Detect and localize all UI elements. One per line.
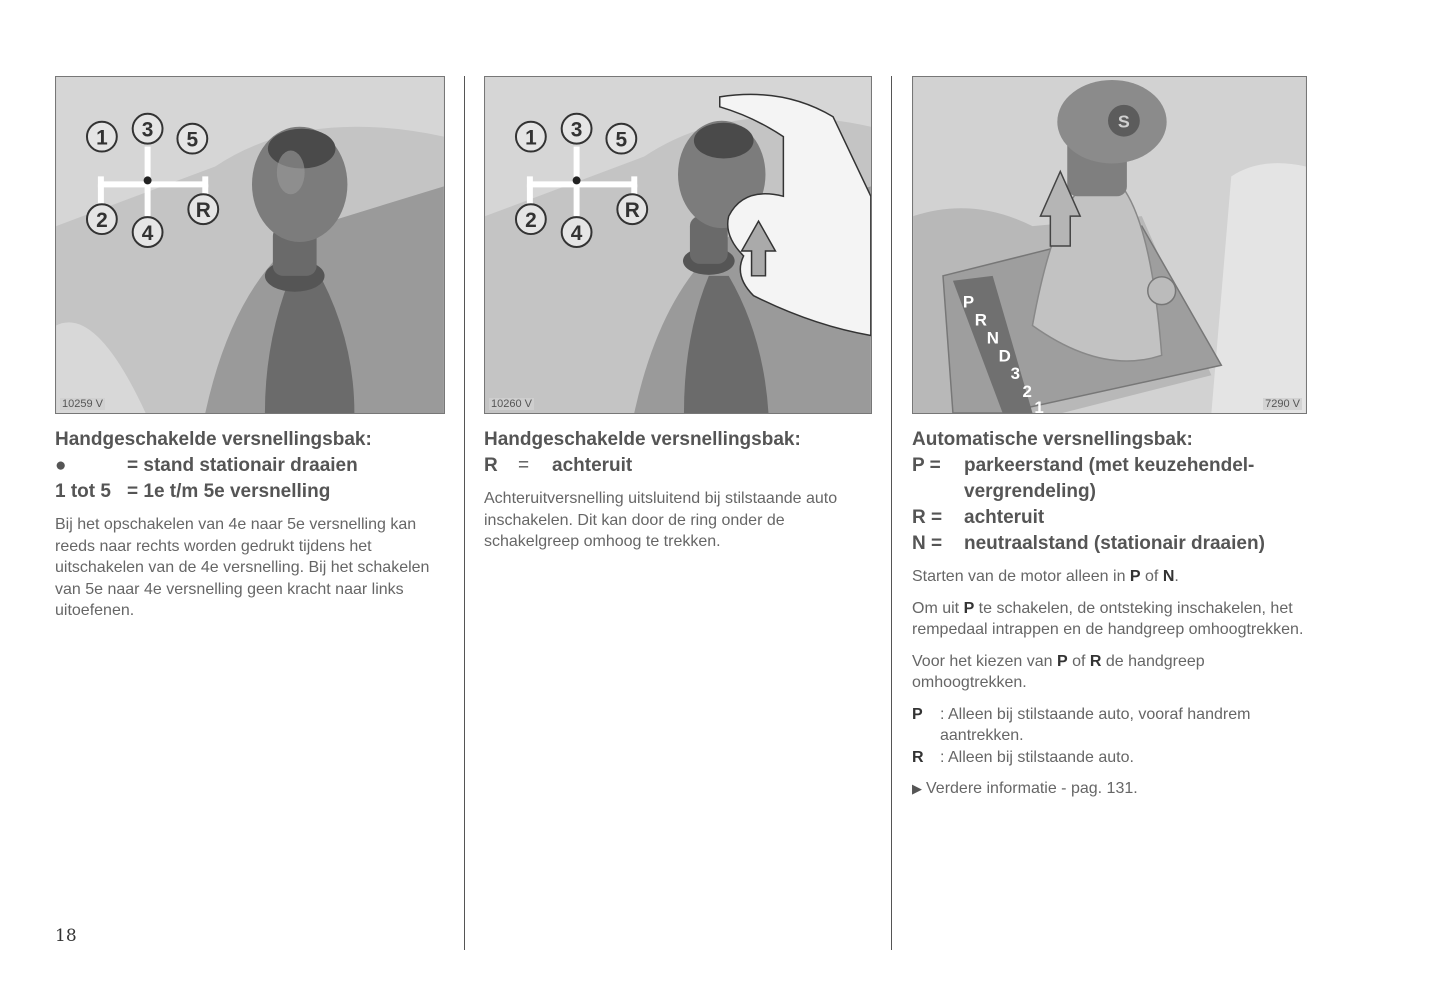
selector-position-label: N: [986, 328, 999, 348]
gate-label: 5: [186, 128, 199, 152]
note-key: [912, 704, 940, 747]
definition-value: = 1e t/m 5e versnelling: [127, 481, 331, 502]
definition-equals: =: [518, 455, 530, 476]
note-key: [912, 747, 940, 769]
definition-key: N =: [912, 533, 943, 554]
column-divider: [891, 76, 892, 950]
gate-label: 3: [141, 118, 154, 142]
note-item: [912, 747, 1307, 769]
body-paragraph: Bij het opschakelen van 4e naar 5e versnelling kan reeds naar rechts worden gedrukt tijdens het uitschakelen van de 4e versnelling. Bij het schakelen van 5e naar 4e versnelling geen kracht naar links uitoefenen.: [55, 516, 430, 619]
body-paragraph: [912, 651, 1307, 694]
definition-row: [55, 453, 445, 479]
section-heading: Handgeschakelde versnellingsbak:: [484, 429, 801, 450]
gate-label: 5: [615, 128, 628, 152]
selector-position-label: 3: [1010, 364, 1020, 384]
body-paragraph: [912, 598, 1307, 641]
figure-number: 10259 V: [62, 398, 103, 410]
selector-position-label: 1: [1034, 398, 1044, 413]
text-run: Voor het kiezen van: [912, 652, 1057, 670]
definition-key: R: [484, 455, 498, 476]
figure-automatic-selector: [912, 76, 1307, 414]
gate-label: 2: [96, 209, 108, 233]
definition-row: [912, 453, 1307, 505]
definition-row: [55, 479, 445, 505]
selector-position-label: P: [962, 292, 975, 312]
snowflake-icon: [1148, 277, 1176, 305]
note-key-text: P: [912, 705, 923, 723]
definition-row: [912, 531, 1307, 557]
body-paragraph: Achteruitversnelling uitsluitend bij stilstaande auto inschakelen. Dit kan door de ring onder de schakelgreep omhoog te trekken.: [484, 490, 838, 550]
gate-label: 4: [570, 222, 583, 246]
gate-label: 4: [141, 222, 154, 246]
definition-value: achteruit: [964, 507, 1045, 528]
text-run-bold: P: [963, 599, 975, 617]
column-reverse-gear: [484, 76, 872, 553]
cross-reference: [912, 778, 1307, 800]
section-heading: Automatische versnellingsbak:: [912, 429, 1193, 450]
neutral-dot: [144, 176, 152, 184]
definition-row: [912, 505, 1307, 531]
reference-text: Verdere informatie - pag. 131.: [926, 780, 1138, 797]
gate-label: 2: [525, 209, 537, 233]
definition-key: R =: [912, 507, 943, 528]
manual-gearshift-illustration: [56, 77, 444, 413]
text-run-bold: P: [1129, 568, 1141, 585]
section-heading: Handgeschakelde versnellingsbak:: [55, 429, 372, 450]
note-text: : Alleen bij stilstaande auto, vooraf handrem aantrekken.: [940, 705, 1251, 744]
column-manual-gearbox: [55, 76, 445, 622]
definition-value: achteruit: [552, 455, 633, 476]
gate-label: R: [624, 199, 640, 223]
definition-value: = stand stationair draaien: [127, 455, 358, 476]
right-triangle-icon: ▶: [912, 781, 922, 796]
column-divider: [464, 76, 465, 950]
figure-number: 10260 V: [491, 398, 532, 410]
knob-badge: S: [1117, 111, 1130, 132]
reverse-gear-illustration: [485, 77, 871, 413]
text-run-bold: R: [1089, 652, 1102, 670]
gate-label: 1: [96, 126, 108, 150]
automatic-selector-illustration: [913, 77, 1306, 413]
gate-label: R: [195, 199, 211, 223]
column-automatic-gearbox: [912, 76, 1307, 800]
definition-key: 1 tot 5: [55, 481, 111, 502]
text-run: te schakelen, de ontsteking inschakelen, het rempedaal intrappen en de handgreep omhoogtrekken.: [912, 599, 1304, 638]
definition-key: P =: [912, 455, 941, 476]
figure-manual-shift-pattern: [55, 76, 445, 414]
text-run: de handgreep omhoogtrekken.: [912, 652, 1205, 691]
figure-reverse-ring: [484, 76, 872, 414]
selector-position-label: D: [998, 346, 1011, 366]
note-text: : Alleen bij stilstaande auto.: [940, 748, 1134, 766]
figure-number: 7290 V: [1265, 398, 1300, 410]
body-paragraph: [912, 566, 1307, 588]
text-run-bold: P: [1056, 652, 1068, 670]
selector-position-label: 2: [1022, 382, 1032, 402]
note-key-text: R: [912, 748, 924, 766]
gate-label: 1: [525, 126, 537, 150]
selector-position-label: R: [974, 310, 987, 330]
text-run: Starten van de motor alleen in: [912, 568, 1130, 585]
notes-list: [912, 704, 1307, 769]
definition-key: ●: [55, 455, 67, 476]
definition-value: parkeerstand (met keuzehendel-vergrendeling): [964, 455, 1255, 502]
text-run: .: [1174, 568, 1179, 585]
definition-row: [484, 453, 872, 479]
definition-value: neutraalstand (stationair draaien): [964, 533, 1265, 554]
page-number: 18: [55, 926, 77, 946]
text-run: Om uit: [912, 599, 964, 617]
note-item: [912, 704, 1307, 747]
text-run: of: [1140, 568, 1163, 585]
gate-label: 3: [570, 118, 583, 142]
text-run: of: [1067, 652, 1090, 670]
text-run-bold: N: [1162, 568, 1175, 585]
